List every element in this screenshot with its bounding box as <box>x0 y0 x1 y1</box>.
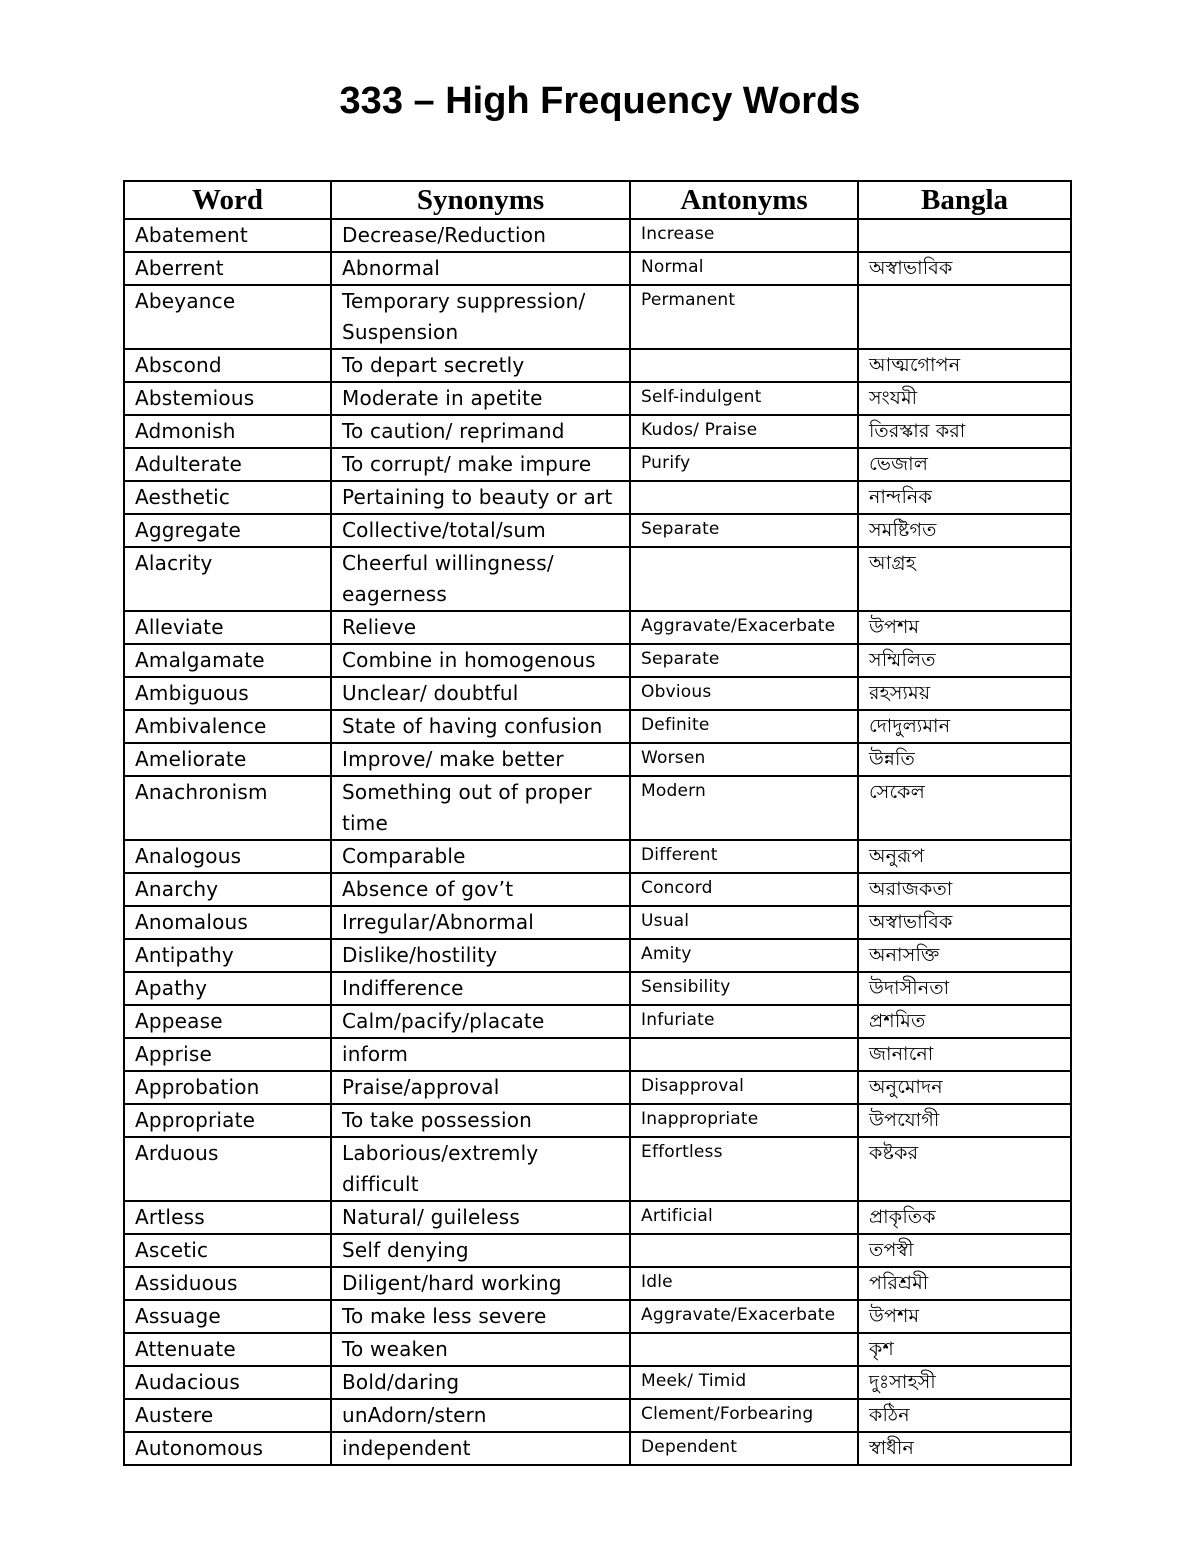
antonyms-cell: Usual <box>630 906 858 939</box>
synonyms-cell: To caution/ reprimand <box>331 415 630 448</box>
synonyms-cell: Self denying <box>331 1234 630 1267</box>
vocabulary-table <box>123 180 1072 1466</box>
antonyms-cell: Infuriate <box>630 1005 858 1038</box>
table-row <box>124 547 1071 611</box>
table-row <box>124 743 1071 776</box>
synonyms-cell: To weaken <box>331 1333 630 1366</box>
antonyms-cell: Disapproval <box>630 1071 858 1104</box>
antonyms-cell: Aggravate/Exacerbate <box>630 1300 858 1333</box>
synonyms-cell: Temporary suppression/ Suspension <box>331 285 630 349</box>
word-cell: Ascetic <box>124 1234 331 1267</box>
table-row <box>124 382 1071 415</box>
antonyms-cell: Aggravate/Exacerbate <box>630 611 858 644</box>
word-cell: Abstemious <box>124 382 331 415</box>
synonyms-cell: Collective/total/sum <box>331 514 630 547</box>
antonyms-cell: Purify <box>630 448 858 481</box>
synonyms-cell: Unclear/ doubtful <box>331 677 630 710</box>
table-row <box>124 448 1071 481</box>
bangla-cell <box>858 219 1071 252</box>
bangla-cell: অনুরূপ <box>858 840 1071 873</box>
table-row <box>124 415 1071 448</box>
antonyms-cell: Self-indulgent <box>630 382 858 415</box>
synonyms-cell: Bold/daring <box>331 1366 630 1399</box>
bangla-cell: পরিশ্রমী <box>858 1267 1071 1300</box>
word-cell: Arduous <box>124 1137 331 1201</box>
synonyms-cell: Irregular/Abnormal <box>331 906 630 939</box>
table-row <box>124 252 1071 285</box>
bangla-cell: আত্মগোপন <box>858 349 1071 382</box>
table-row <box>124 644 1071 677</box>
bangla-cell: সেকেল <box>858 776 1071 840</box>
table-row <box>124 939 1071 972</box>
word-cell: Approbation <box>124 1071 331 1104</box>
table-row <box>124 1071 1071 1104</box>
bangla-cell: আগ্রহ <box>858 547 1071 611</box>
table-row <box>124 1201 1071 1234</box>
bangla-cell: নান্দনিক <box>858 481 1071 514</box>
antonyms-cell: Artificial <box>630 1201 858 1234</box>
bangla-cell: উপযোগী <box>858 1104 1071 1137</box>
word-cell: Apathy <box>124 972 331 1005</box>
bangla-cell: ভেজাল <box>858 448 1071 481</box>
word-cell: Anomalous <box>124 906 331 939</box>
synonyms-cell: To corrupt/ make impure <box>331 448 630 481</box>
bangla-cell: কৃশ <box>858 1333 1071 1366</box>
word-cell: Assuage <box>124 1300 331 1333</box>
synonyms-cell: State of having confusion <box>331 710 630 743</box>
antonyms-cell: Different <box>630 840 858 873</box>
antonyms-cell: Normal <box>630 252 858 285</box>
bangla-cell: উদাসীনতা <box>858 972 1071 1005</box>
table-row <box>124 1234 1071 1267</box>
word-cell: Austere <box>124 1399 331 1432</box>
table-row <box>124 1038 1071 1071</box>
synonyms-cell: Natural/ guileless <box>331 1201 630 1234</box>
table-row <box>124 710 1071 743</box>
bangla-cell: তপস্বী <box>858 1234 1071 1267</box>
synonyms-cell: Relieve <box>331 611 630 644</box>
bangla-cell: দোদুল্যমান <box>858 710 1071 743</box>
table-row <box>124 285 1071 349</box>
synonyms-cell: Dislike/hostility <box>331 939 630 972</box>
antonyms-cell <box>630 1038 858 1071</box>
word-cell: Artless <box>124 1201 331 1234</box>
word-cell: Autonomous <box>124 1432 331 1465</box>
table-row <box>124 873 1071 906</box>
table-row <box>124 1333 1071 1366</box>
word-cell: Aberrent <box>124 252 331 285</box>
antonyms-cell: Concord <box>630 873 858 906</box>
table-row <box>124 1267 1071 1300</box>
bangla-cell: প্রশমিত <box>858 1005 1071 1038</box>
bangla-cell: স্বাধীন <box>858 1432 1071 1465</box>
synonyms-cell: Praise/approval <box>331 1071 630 1104</box>
bangla-cell: উপশম <box>858 611 1071 644</box>
synonyms-cell: Indifference <box>331 972 630 1005</box>
table-header-row <box>124 181 1071 219</box>
synonyms-cell: Absence of gov’t <box>331 873 630 906</box>
word-cell: Ameliorate <box>124 743 331 776</box>
word-cell: Ambiguous <box>124 677 331 710</box>
table-row <box>124 1300 1071 1333</box>
table-row <box>124 840 1071 873</box>
bangla-cell: তিরস্কার করা <box>858 415 1071 448</box>
bangla-cell: অনুমোদন <box>858 1071 1071 1104</box>
table-row <box>124 972 1071 1005</box>
synonyms-cell: Cheerful willingness/ eagerness <box>331 547 630 611</box>
antonyms-cell: Separate <box>630 644 858 677</box>
column-header-word: Word <box>124 181 331 219</box>
word-cell: Alacrity <box>124 547 331 611</box>
word-cell: Appease <box>124 1005 331 1038</box>
synonyms-cell: Something out of proper time <box>331 776 630 840</box>
bangla-cell <box>858 285 1071 349</box>
table-row <box>124 514 1071 547</box>
word-cell: Apprise <box>124 1038 331 1071</box>
table-row <box>124 906 1071 939</box>
antonyms-cell: Permanent <box>630 285 858 349</box>
word-cell: Alleviate <box>124 611 331 644</box>
synonyms-cell: Decrease/Reduction <box>331 219 630 252</box>
antonyms-cell: Definite <box>630 710 858 743</box>
antonyms-cell: Modern <box>630 776 858 840</box>
synonyms-cell: Moderate in apetite <box>331 382 630 415</box>
antonyms-cell: Separate <box>630 514 858 547</box>
word-cell: Anachronism <box>124 776 331 840</box>
antonyms-cell: Worsen <box>630 743 858 776</box>
synonyms-cell: Abnormal <box>331 252 630 285</box>
word-cell: Aggregate <box>124 514 331 547</box>
antonyms-cell <box>630 1333 858 1366</box>
bangla-cell: কঠিন <box>858 1399 1071 1432</box>
word-cell: Abscond <box>124 349 331 382</box>
table-row <box>124 1137 1071 1201</box>
antonyms-cell <box>630 349 858 382</box>
bangla-cell: সংযমী <box>858 382 1071 415</box>
antonyms-cell: Meek/ Timid <box>630 1366 858 1399</box>
bangla-cell: সম্মিলিত <box>858 644 1071 677</box>
antonyms-cell: Obvious <box>630 677 858 710</box>
antonyms-cell: Increase <box>630 219 858 252</box>
word-cell: Aesthetic <box>124 481 331 514</box>
bangla-cell: উন্নতি <box>858 743 1071 776</box>
antonyms-cell <box>630 481 858 514</box>
table-row <box>124 1366 1071 1399</box>
bangla-cell: দুঃসাহসী <box>858 1366 1071 1399</box>
table-row <box>124 1432 1071 1465</box>
antonyms-cell: Effortless <box>630 1137 858 1201</box>
table-row <box>124 349 1071 382</box>
antonyms-cell <box>630 547 858 611</box>
bangla-cell: অস্বাভাবিক <box>858 252 1071 285</box>
antonyms-cell: Kudos/ Praise <box>630 415 858 448</box>
antonyms-cell: Sensibility <box>630 972 858 1005</box>
bangla-cell: অরাজকতা <box>858 873 1071 906</box>
bangla-cell: রহস্যময় <box>858 677 1071 710</box>
synonyms-cell: Pertaining to beauty or art <box>331 481 630 514</box>
bangla-cell: অনাসক্তি <box>858 939 1071 972</box>
word-cell: Attenuate <box>124 1333 331 1366</box>
word-cell: Analogous <box>124 840 331 873</box>
synonyms-cell: To take possession <box>331 1104 630 1137</box>
bangla-cell: কষ্টকর <box>858 1137 1071 1201</box>
table-row <box>124 611 1071 644</box>
synonyms-cell: inform <box>331 1038 630 1071</box>
word-cell: Appropriate <box>124 1104 331 1137</box>
word-cell: Admonish <box>124 415 331 448</box>
antonyms-cell: Idle <box>630 1267 858 1300</box>
antonyms-cell: Dependent <box>630 1432 858 1465</box>
bangla-cell: উপশম <box>858 1300 1071 1333</box>
table-body <box>124 219 1071 1465</box>
antonyms-cell <box>630 1234 858 1267</box>
word-cell: Amalgamate <box>124 644 331 677</box>
column-header-synonyms: Synonyms <box>331 181 630 219</box>
word-cell: Adulterate <box>124 448 331 481</box>
bangla-cell: অস্বাভাবিক <box>858 906 1071 939</box>
column-header-bangla: Bangla <box>858 181 1071 219</box>
synonyms-cell: Comparable <box>331 840 630 873</box>
word-cell: Ambivalence <box>124 710 331 743</box>
table-row <box>124 1104 1071 1137</box>
synonyms-cell: unAdorn/stern <box>331 1399 630 1432</box>
word-cell: Anarchy <box>124 873 331 906</box>
column-header-antonyms: Antonyms <box>630 181 858 219</box>
table-row <box>124 219 1071 252</box>
synonyms-cell: To depart secretly <box>331 349 630 382</box>
word-cell: Assiduous <box>124 1267 331 1300</box>
bangla-cell: সমষ্টিগত <box>858 514 1071 547</box>
table-row <box>124 481 1071 514</box>
synonyms-cell: Calm/pacify/placate <box>331 1005 630 1038</box>
page-title: 333 – High Frequency Words <box>339 80 861 122</box>
table-row <box>124 677 1071 710</box>
antonyms-cell: Inappropriate <box>630 1104 858 1137</box>
word-cell: Abeyance <box>124 285 331 349</box>
bangla-cell: জানানো <box>858 1038 1071 1071</box>
word-cell: Abatement <box>124 219 331 252</box>
antonyms-cell: Amity <box>630 939 858 972</box>
synonyms-cell: Improve/ make better <box>331 743 630 776</box>
synonyms-cell: Combine in homogenous <box>331 644 630 677</box>
bangla-cell: প্রাকৃতিক <box>858 1201 1071 1234</box>
word-cell: Audacious <box>124 1366 331 1399</box>
word-cell: Antipathy <box>124 939 331 972</box>
synonyms-cell: Diligent/hard working <box>331 1267 630 1300</box>
antonyms-cell: Clement/Forbearing <box>630 1399 858 1432</box>
table-row <box>124 1005 1071 1038</box>
synonyms-cell: independent <box>331 1432 630 1465</box>
synonyms-cell: Laborious/extremly difficult <box>331 1137 630 1201</box>
table-row <box>124 1399 1071 1432</box>
table-row <box>124 776 1071 840</box>
synonyms-cell: To make less severe <box>331 1300 630 1333</box>
